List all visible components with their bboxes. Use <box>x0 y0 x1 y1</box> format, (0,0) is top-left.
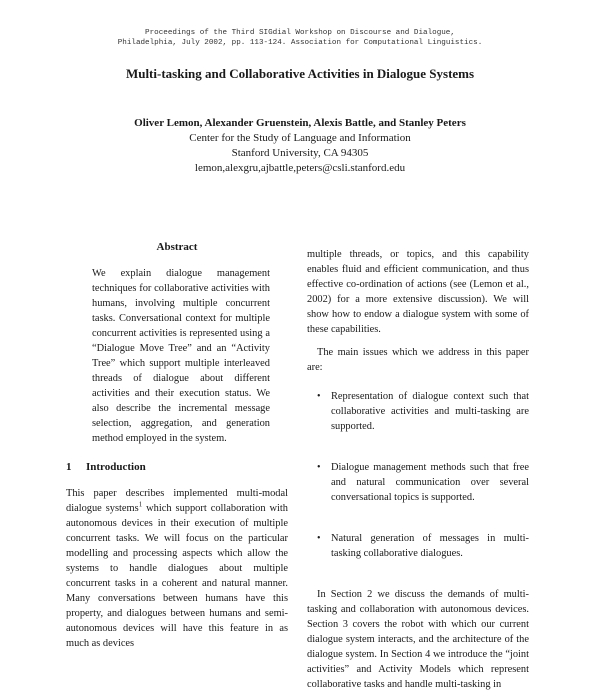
intro-text-rest: which support collaboration with autonomous devices in their execution of multiple concurrent tasks. We will focus on the particular modelling and processing aspects which allow the systems to handle dialogues about multiple concurrent tasks in a coherent and natural manner. Many conversations between humans have this property, and dialogues between humans and semi-autonomous devices will have this feature in as much as devices <box>66 503 288 649</box>
author-block <box>0 116 600 176</box>
bullet-icon: • <box>317 533 321 544</box>
introduction-paragraph <box>66 486 288 651</box>
proceedings-line-2: Philadelphia, July 2002, pp. 113-124. Association for Computational Linguistics. <box>117 39 483 47</box>
section-heading-introduction <box>66 460 288 474</box>
author-emails: lemon,alexgru,ajbattle,peters@csli.stanford.edu <box>194 162 406 174</box>
proceedings-line-1: Proceedings of the Third SIGdial Workshop on Discourse and Dialogue, <box>145 29 455 37</box>
paper-title: Multi-tasking and Collaborative Activities in Dialogue Systems <box>125 66 475 81</box>
right-column <box>307 247 529 698</box>
list-item <box>307 460 529 505</box>
outline-paragraph: In Section 2 we discuss the demands of multi-tasking and collaboration with autonomous devices. Section 3 covers the robot with which our current dialogue system interacts, and the architecture of the dialogue system. In Section 4 we introduce the “joint activities” and Activity Models which represent collaborative tasks and handle multi-tasking in <box>307 589 529 690</box>
left-column <box>66 240 288 657</box>
list-item-text: Representation of dialogue context such that collaborative activities and multi-tasking are supported. <box>331 391 529 432</box>
list-item <box>307 389 529 434</box>
continuation-paragraph: multiple threads, or topics, and this capability enables fluid and efficient communication, and thus effective co-ordination of actions (see (Lemon et al., 2002) for a more extensive discussion). We will show how to endow a dialogue system with some of these capabilities. <box>307 249 529 335</box>
bullet-icon: • <box>317 462 321 473</box>
section-number: 1 <box>66 461 72 473</box>
author-names: Oliver Lemon, Alexander Gruenstein, Alexis Battle, and Stanley Peters <box>134 117 466 129</box>
issues-intro-paragraph: The main issues which we address in this paper are: <box>307 347 529 373</box>
author-affiliation: Center for the Study of Language and Information <box>189 132 411 144</box>
proceedings-header <box>0 28 600 48</box>
issues-list <box>307 389 529 561</box>
intro-text-start: This paper describes implemented multi-modal dialogue systems <box>66 488 288 514</box>
abstract-text: We explain dialogue management techniques for collaborative activities with humans, involving multiple concurrent tasks. Conversational context for multiple concurrent activities is represented using a “Dialogue Move Tree” and an “Activity Tree” which support multiple interleaved threads of dialogue about different activities and their execution status. We also describe the incremental message selection, aggregation, and generation method employed in the system. <box>92 268 270 444</box>
list-item-text: Dialogue management methods such that free and natural communication over several conversational topics is supported. <box>331 462 529 503</box>
list-item-text: Natural generation of messages in multi-tasking collaborative dialogues. <box>331 533 529 559</box>
bullet-icon: • <box>317 391 321 402</box>
footnote-marker: 1 <box>138 500 143 509</box>
section-title: Introduction <box>86 461 146 473</box>
author-university: Stanford University, CA 94305 <box>231 147 369 159</box>
abstract-heading: Abstract <box>156 241 198 253</box>
list-item <box>307 531 529 561</box>
